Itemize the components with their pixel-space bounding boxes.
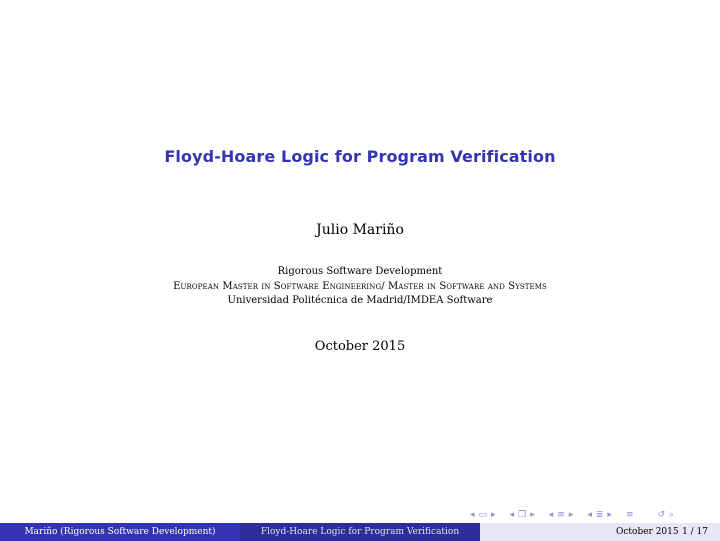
institute-line-1: Rigorous Software Development [277,266,443,277]
nav-next-section-icon[interactable]: ▸ [568,510,574,520]
footer-title: Floyd-Hoare Logic for Program Verification [240,523,480,541]
appendix-icon[interactable]: ≣ [595,510,604,520]
nav-next-subsection-icon[interactable]: ▸ [530,510,535,520]
equiv-icon[interactable]: ≡ [625,510,634,520]
author-name: Julio Mariño [316,222,404,238]
nav-next-appendix-icon[interactable]: ▸ [607,510,612,520]
undo-icon[interactable]: ↺ [657,510,666,520]
footer-page-number: 1 / 17 [682,527,708,537]
presentation-date: October 2015 [314,339,406,354]
section-icon[interactable]: ≡ [557,510,565,520]
slide-title: Floyd-Hoare Logic for Program Verification [164,147,556,166]
frame-icon[interactable]: ▭ [478,510,488,520]
subsection-icon[interactable]: ❐ [518,510,527,520]
footer-date: October 2015 [616,527,679,537]
institute-line-2: European Master in Software Engineering/ Master in Software and Systems [173,281,547,292]
nav-next-frame-icon[interactable]: ▸ [491,510,496,520]
search-icon[interactable]: ⌕ [669,510,675,520]
nav-prev-appendix-icon[interactable]: ◂ [587,510,592,520]
nav-prev-section-icon[interactable]: ◂ [548,510,554,520]
navigation-bar [470,508,674,522]
footer-date-page [480,523,720,541]
nav-prev-frame-icon[interactable]: ◂ [470,510,475,520]
footer-author: Mariño (Rigorous Software Development) [0,523,240,541]
institute-line-3: Universidad Politécnica de Madrid/IMDEA Software [227,295,493,306]
footer-bar [0,523,720,541]
nav-prev-subsection-icon[interactable]: ◂ [509,510,515,520]
